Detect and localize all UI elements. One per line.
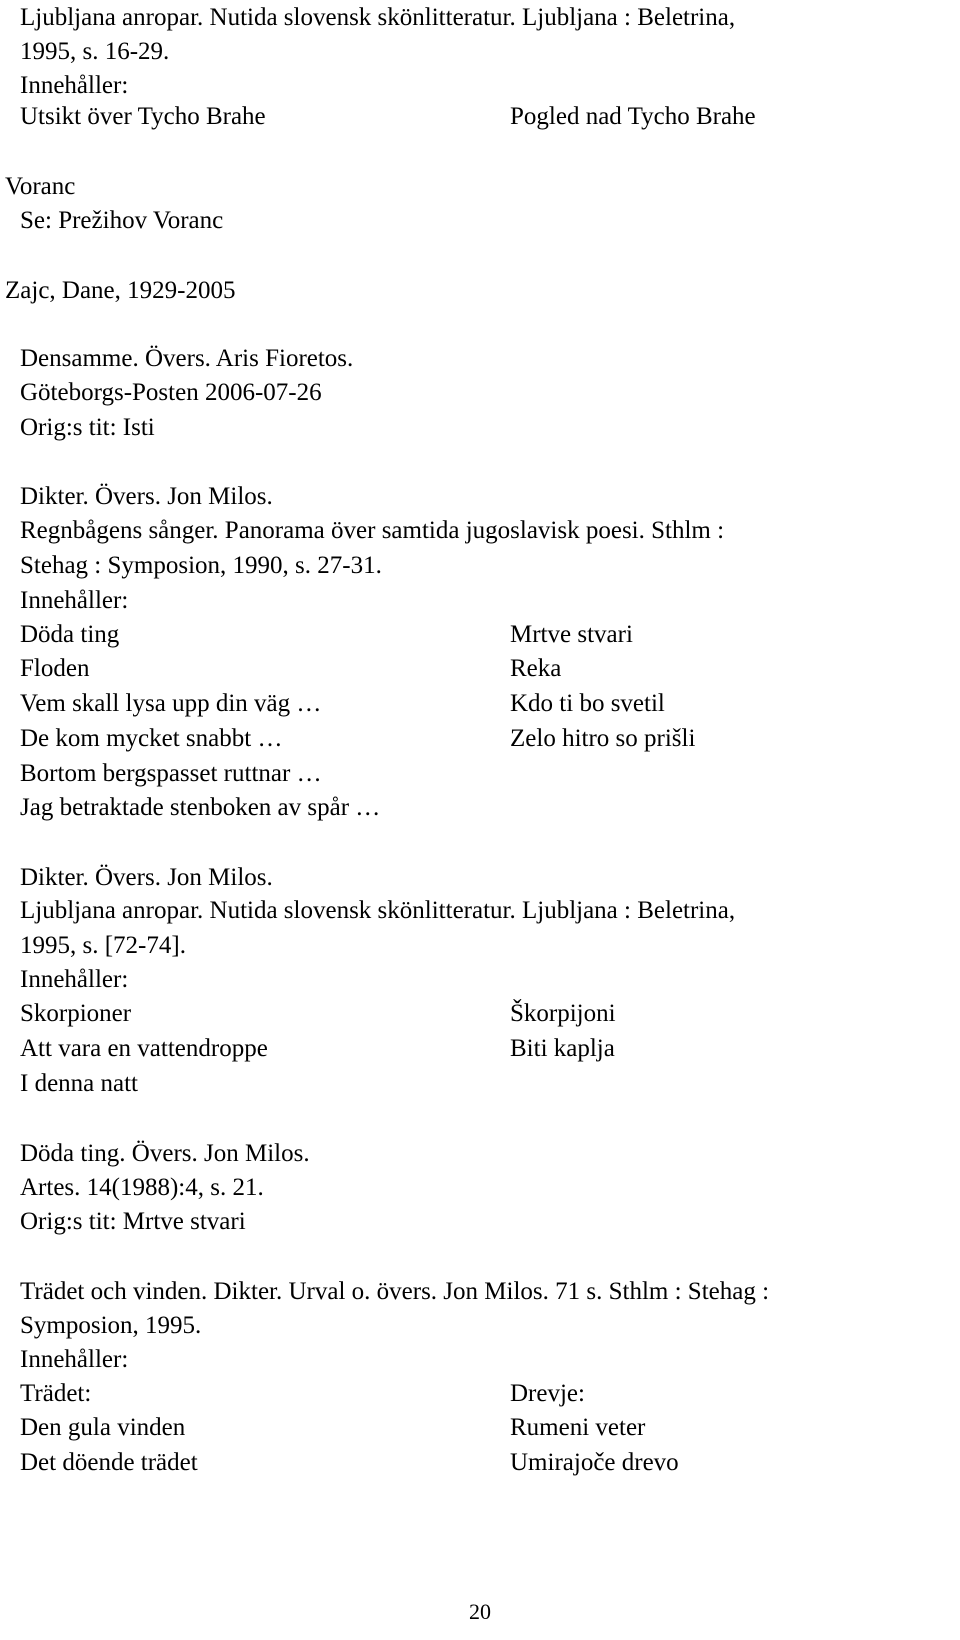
title-swedish: Vem skall lysa upp din väg … <box>20 690 322 717</box>
title-original: Zelo hitro so prišli <box>510 725 696 752</box>
title-swedish: Floden <box>20 655 90 682</box>
author-heading: Zajc, Dane, 1929-2005 <box>5 277 236 304</box>
original-title-line: Orig:s tit: Mrtve stvari <box>20 1208 246 1235</box>
title-swedish: Jag betraktade stenboken av spår … <box>20 794 381 821</box>
citation-line: Ljubljana anropar. Nutida slovensk skönlitteratur. Ljubljana : Beletrina, <box>20 4 736 31</box>
citation-line: Ljubljana anropar. Nutida slovensk skönlitteratur. Ljubljana : Beletrina, <box>20 897 736 924</box>
title-swedish: Den gula vinden <box>20 1414 186 1441</box>
citation-line: Döda ting. Övers. Jon Milos. <box>20 1140 310 1167</box>
citation-line: 1995, s. [72-74]. <box>20 932 186 959</box>
citation-line: Densamme. Övers. Aris Fioretos. <box>20 345 354 372</box>
title-original: Kdo ti bo svetil <box>510 690 665 717</box>
title-swedish: Bortom bergspasset ruttnar … <box>20 760 322 787</box>
title-original: Mrtve stvari <box>510 621 633 648</box>
original-title-line: Orig:s tit: Isti <box>20 414 155 441</box>
page-number: 20 <box>469 1599 491 1624</box>
title-original: Škorpijoni <box>510 1000 616 1027</box>
title-original: Biti kaplja <box>510 1035 615 1062</box>
title-swedish: Utsikt över Tycho Brahe <box>20 103 266 130</box>
title-swedish: De kom mycket snabbt … <box>20 725 283 752</box>
title-original: Pogled nad Tycho Brahe <box>510 103 756 130</box>
title-original: Drevje: <box>510 1380 585 1407</box>
title-swedish: I denna natt <box>20 1070 139 1097</box>
author-heading: Voranc <box>5 173 76 200</box>
contents-label: Innehåller: <box>20 72 129 99</box>
citation-line: Dikter. Övers. Jon Milos. <box>20 864 273 891</box>
citation-line: Göteborgs-Posten 2006-07-26 <box>20 379 322 406</box>
title-original: Umirajoče drevo <box>510 1449 679 1476</box>
citation-line: Regnbågens sånger. Panorama över samtida jugoslavisk poesi. Sthlm : <box>20 517 725 544</box>
citation-line: 1995, s. 16-29. <box>20 38 170 65</box>
citation-line: Stehag : Symposion, 1990, s. 27-31. <box>20 552 382 579</box>
title-swedish: Skorpioner <box>20 1000 132 1027</box>
title-original: Reka <box>510 655 562 682</box>
title-swedish: Det döende trädet <box>20 1449 198 1476</box>
title-swedish: Att vara en vattendroppe <box>20 1035 268 1062</box>
see-reference: Se: Prežihov Voranc <box>20 207 224 234</box>
citation-line: Dikter. Övers. Jon Milos. <box>20 483 273 510</box>
title-swedish: Trädet: <box>20 1380 92 1407</box>
citation-line: Artes. 14(1988):4, s. 21. <box>20 1174 264 1201</box>
title-swedish: Döda ting <box>20 621 120 648</box>
contents-label: Innehåller: <box>20 1346 129 1373</box>
contents-label: Innehåller: <box>20 966 129 993</box>
citation-line: Trädet och vinden. Dikter. Urval o. övers. Jon Milos. 71 s. Sthlm : Stehag : <box>20 1278 770 1305</box>
contents-label: Innehåller: <box>20 587 129 614</box>
title-original: Rumeni veter <box>510 1414 646 1441</box>
citation-line: Symposion, 1995. <box>20 1312 202 1339</box>
